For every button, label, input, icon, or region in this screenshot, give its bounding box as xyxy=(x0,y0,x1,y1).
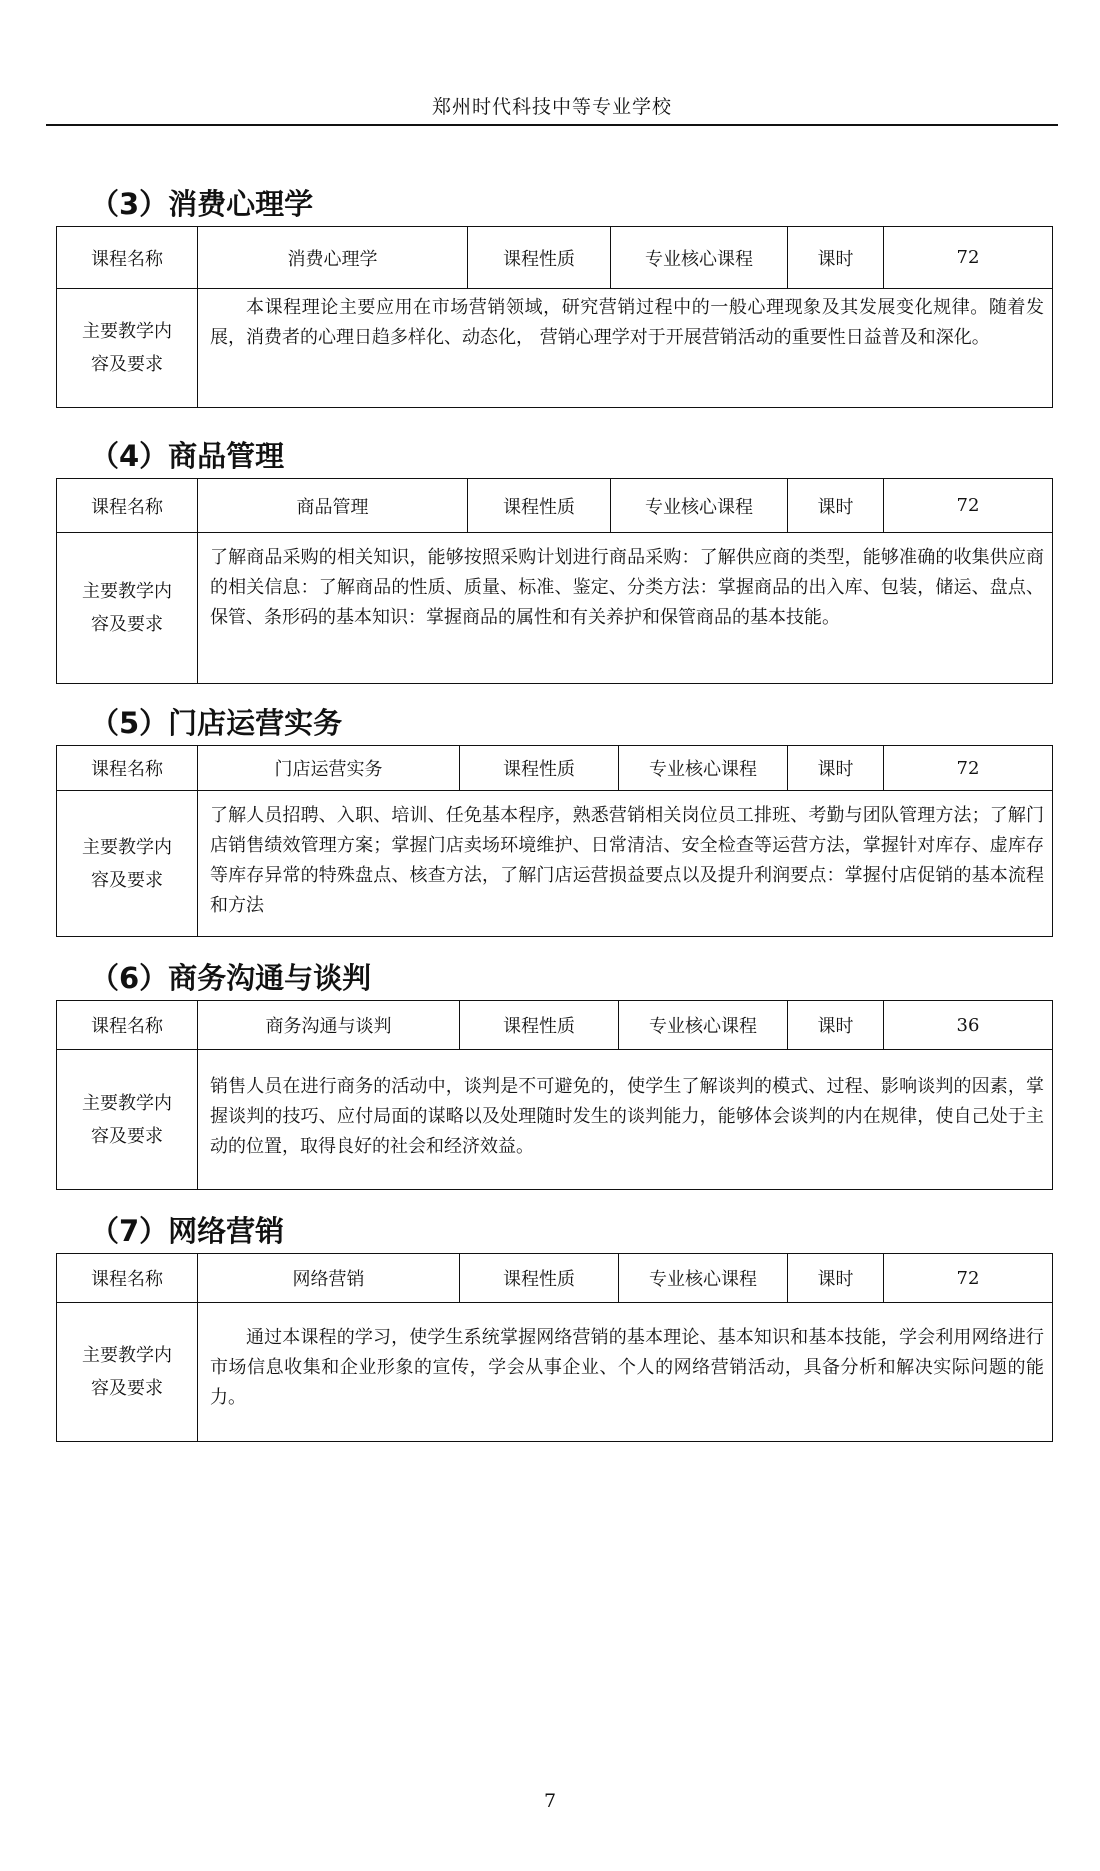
course-content: 销售人员在进行商务的活动中，谈判是不可避免的，使学生了解谈判的模式、过程、影响谈判的因素，掌握谈判的技巧、应付局面的谋略以及处理随时发生的谈判能力，能够体会谈判的内在规律，使自己处于主动的位置，取得良好的社会和经济效益。 xyxy=(198,1050,1053,1190)
course-name-value: 网络营销 xyxy=(198,1254,460,1303)
course-name-value: 商务沟通与谈判 xyxy=(198,1001,460,1050)
course-name-label: 课程名称 xyxy=(57,479,198,533)
header-divider xyxy=(46,124,1058,126)
course-nature-value: 专业核心课程 xyxy=(619,746,788,791)
course-name-label: 课程名称 xyxy=(57,227,198,289)
content-label: 主要教学内容及要求 xyxy=(57,791,198,937)
course-content: 本课程理论主要应用在市场营销领域，研究营销过程中的一般心理现象及其发展变化规律。随着发展，消费者的心理日趋多样化、动态化， 营销心理学对于开展营销活动的重要性日益普及和深化。 xyxy=(198,289,1053,408)
content-label: 主要教学内容及要求 xyxy=(57,1303,198,1442)
content-label: 主要教学内容及要求 xyxy=(57,289,198,408)
course-hours-value: 72 xyxy=(884,746,1053,791)
course-name-label: 课程名称 xyxy=(57,746,198,791)
course-name-value: 消费心理学 xyxy=(198,227,468,289)
course-name-label: 课程名称 xyxy=(57,1001,198,1050)
course-nature-value: 专业核心课程 xyxy=(619,1254,788,1303)
course-nature-label: 课程性质 xyxy=(460,1001,619,1050)
section-merchandise-management xyxy=(56,434,1052,684)
course-table xyxy=(56,478,1053,684)
section-heading: （4）商品管理 xyxy=(90,439,285,473)
course-hours-label: 课时 xyxy=(788,1254,884,1303)
course-name-value: 商品管理 xyxy=(198,479,468,533)
course-table xyxy=(56,1000,1053,1190)
course-nature-value: 专业核心课程 xyxy=(611,227,788,289)
course-table xyxy=(56,1253,1053,1442)
course-nature-label: 课程性质 xyxy=(460,746,619,791)
section-heading: （7）网络营销 xyxy=(90,1214,285,1248)
course-content: 了解商品采购的相关知识，能够按照采购计划进行商品采购：了解供应商的类型，能够准确的收集供应商的相关信息：了解商品的性质、质量、标准、鉴定、分类方法：掌握商品的出入库、包装，储运、盘点、保管、条形码的基本知识：掌握商品的属性和有关养护和保管商品的基本技能。 xyxy=(198,533,1053,684)
course-name-label: 课程名称 xyxy=(57,1254,198,1303)
section-consumer-psychology xyxy=(56,182,1052,408)
course-nature-value: 专业核心课程 xyxy=(619,1001,788,1050)
course-content: 通过本课程的学习，使学生系统掌握网络营销的基本理论、基本知识和基本技能，学会利用网络进行市场信息收集和企业形象的宣传，学会从事企业、个人的网络营销活动，具备分析和解决实际问题的能力。 xyxy=(198,1303,1053,1442)
course-table xyxy=(56,226,1053,408)
course-hours-value: 72 xyxy=(884,479,1053,533)
content-label: 主要教学内容及要求 xyxy=(57,533,198,684)
course-hours-value: 72 xyxy=(884,1254,1053,1303)
page-header-school-name: 郑州时代科技中等专业学校 xyxy=(431,96,672,118)
course-nature-label: 课程性质 xyxy=(460,1254,619,1303)
course-hours-label: 课时 xyxy=(788,227,884,289)
course-name-value: 门店运营实务 xyxy=(198,746,460,791)
course-nature-label: 课程性质 xyxy=(468,227,611,289)
course-content: 了解人员招聘、入职、培训、任免基本程序，熟悉营销相关岗位员工排班、考勤与团队管理方法；了解门店销售绩效管理方案；掌握门店卖场环境维护、日常清洁、安全检查等运营方法，掌握针对库存、虚库存等库存异常的特殊盘点、核查方法，了解门店运营损益要点以及提升利润要点：掌握付店促销的基本流程和方法 xyxy=(198,791,1053,937)
page-number: 7 xyxy=(543,1790,557,1812)
section-heading: （5）门店运营实务 xyxy=(90,706,343,740)
content-label: 主要教学内容及要求 xyxy=(57,1050,198,1190)
course-hours-label: 课时 xyxy=(788,1001,884,1050)
section-business-negotiation xyxy=(56,956,1052,1190)
course-hours-value: 72 xyxy=(884,227,1053,289)
course-hours-value: 36 xyxy=(884,1001,1053,1050)
course-nature-label: 课程性质 xyxy=(468,479,611,533)
section-store-operations xyxy=(56,701,1052,937)
course-nature-value: 专业核心课程 xyxy=(611,479,788,533)
course-hours-label: 课时 xyxy=(788,746,884,791)
course-hours-label: 课时 xyxy=(788,479,884,533)
section-heading: （3）消费心理学 xyxy=(90,187,314,221)
section-online-marketing xyxy=(56,1209,1052,1442)
section-heading: （6）商务沟通与谈判 xyxy=(90,961,372,995)
course-table xyxy=(56,745,1053,937)
